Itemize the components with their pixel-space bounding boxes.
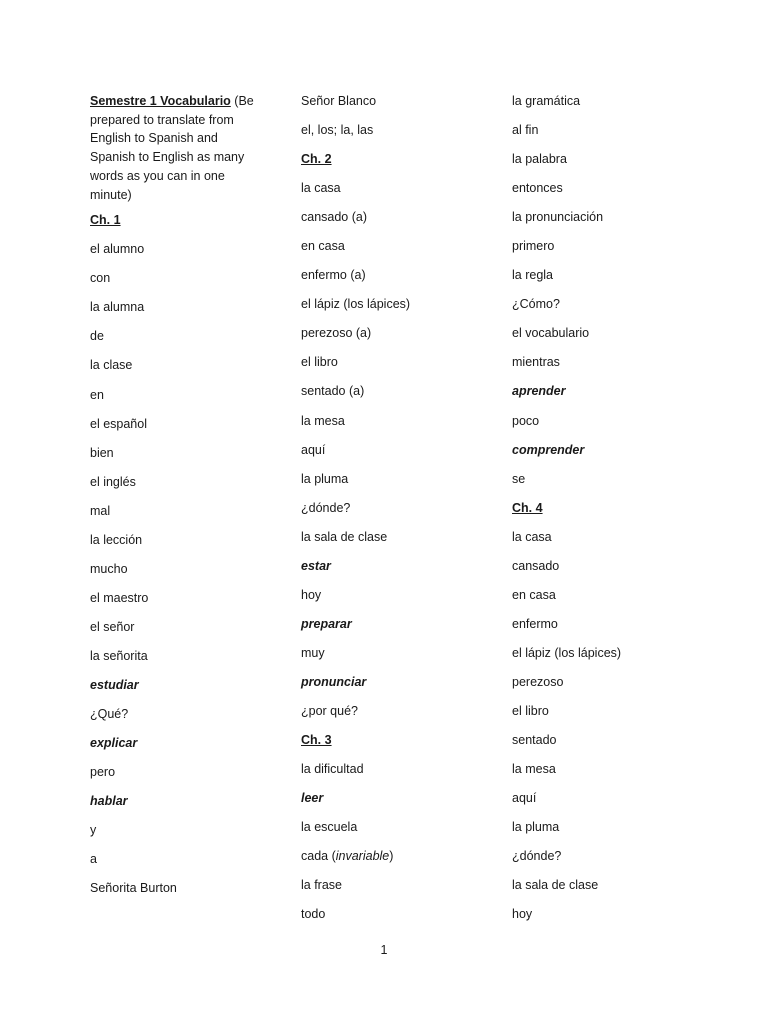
entry-text: Ch. 1 <box>90 213 121 228</box>
vocab-entry <box>90 705 260 734</box>
entry-text: pronunciar <box>301 674 367 689</box>
vocab-entry <box>301 586 491 615</box>
entry-text: cansado (a) <box>301 210 368 225</box>
intro-paragraph <box>90 92 260 204</box>
entry-text: estar <box>301 558 331 573</box>
entry-text: explicar <box>90 736 138 751</box>
entry-text: la pluma <box>512 820 560 835</box>
entry-text: y <box>90 823 97 838</box>
vocab-entry <box>512 324 702 353</box>
entry-text: la frase <box>301 878 342 893</box>
entry-text: hoy <box>512 907 533 922</box>
entry-text: hoy <box>301 587 322 602</box>
vocab-entry <box>301 237 491 266</box>
vocab-entry <box>90 763 260 792</box>
entry-text: la lección <box>90 532 143 547</box>
entry-text: el libro <box>301 355 338 370</box>
entry-text: mientras <box>512 355 560 370</box>
entry-text: la mesa <box>512 762 556 777</box>
column-2-entries <box>301 92 491 934</box>
entry-text: ¿Qué? <box>90 707 129 722</box>
vocab-entry <box>90 298 260 327</box>
entry-text: la pluma <box>301 471 349 486</box>
vocab-entry <box>301 441 491 470</box>
vocab-entry <box>512 905 702 934</box>
entry-text: la casa <box>301 181 341 196</box>
vocab-entry <box>90 240 260 269</box>
vocab-entry <box>90 502 260 531</box>
entry-text: a <box>90 852 97 867</box>
vocab-entry <box>512 353 702 382</box>
vocab-entry <box>512 760 702 789</box>
vocab-entry <box>512 731 702 760</box>
vocab-entry <box>90 269 260 298</box>
entry-text: la regla <box>512 268 553 283</box>
vocab-entry <box>90 589 260 618</box>
entry-text: la señorita <box>90 648 148 663</box>
entry-text: cada ( <box>301 849 336 864</box>
entry-text: la escuela <box>301 820 358 835</box>
entry-text: la sala de clase <box>512 878 599 893</box>
entry-text: Ch. 4 <box>512 500 543 515</box>
entry-text: con <box>90 271 111 286</box>
chapter-heading <box>90 211 260 240</box>
entry-text: sentado <box>512 733 557 748</box>
page-number: 1 <box>380 943 388 957</box>
entry-text: la palabra <box>512 152 567 167</box>
vocab-entry <box>512 876 702 905</box>
vocab-entry <box>301 92 491 121</box>
entry-text: comprender <box>512 442 585 457</box>
entry-text: el alumno <box>90 242 145 257</box>
vocab-entry <box>301 266 491 295</box>
chapter-heading <box>512 499 702 528</box>
column-3-entries <box>512 92 702 934</box>
vocab-entry <box>301 208 491 237</box>
entry-text: la pronunciación <box>512 210 604 225</box>
vocab-entry <box>301 702 491 731</box>
vocab-entry <box>512 673 702 702</box>
vocab-entry <box>512 557 702 586</box>
vocab-entry <box>301 470 491 499</box>
vocab-column-3 <box>512 92 702 934</box>
entry-suffix: ) <box>389 849 394 864</box>
entry-text: leer <box>301 791 324 806</box>
entry-text: el maestro <box>90 590 149 605</box>
vocab-entry <box>301 847 491 876</box>
vocab-entry <box>512 179 702 208</box>
chapter-heading <box>301 150 491 179</box>
entry-text: Señorita Burton <box>90 881 177 896</box>
entry-text: ¿dónde? <box>301 500 351 515</box>
vocab-entry <box>301 121 491 150</box>
vocab-entry <box>512 208 702 237</box>
entry-text: el vocabulario <box>512 326 590 341</box>
entry-text: mal <box>90 503 111 518</box>
vocab-entry <box>90 356 260 385</box>
entry-text: primero <box>512 239 555 254</box>
chapter-heading <box>301 731 491 760</box>
entry-text: Ch. 2 <box>301 152 332 167</box>
entry-text: cansado <box>512 558 560 573</box>
entry-text: el lápiz (los lápices) <box>512 645 622 660</box>
entry-text: el señor <box>90 619 135 634</box>
entry-text: todo <box>301 907 326 922</box>
vocab-entry <box>512 92 702 121</box>
vocab-entry <box>301 905 491 934</box>
vocab-entry <box>512 266 702 295</box>
vocab-entry <box>512 470 702 499</box>
entry-text: muy <box>301 645 325 660</box>
entry-text: el, los; la, las <box>301 123 374 138</box>
intro-instructions: (Be prepared to translate from English to Spanish and Spanish to English as many words as you can in one minute) <box>90 94 254 202</box>
entry-text: estudiar <box>90 677 139 692</box>
entry-text: enfermo <box>512 616 558 631</box>
document-title: Semestre 1 Vocabulario <box>90 94 231 108</box>
entry-text: de <box>90 329 104 344</box>
entry-text: aquí <box>512 791 537 806</box>
vocab-entry <box>301 324 491 353</box>
vocab-entry <box>512 121 702 150</box>
vocab-entry <box>512 528 702 557</box>
vocab-verb <box>90 792 260 821</box>
entry-text: la dificultad <box>301 762 364 777</box>
entry-text: enfermo (a) <box>301 268 366 283</box>
vocab-entry <box>301 179 491 208</box>
vocab-entry <box>512 789 702 818</box>
entry-text: el inglés <box>90 474 136 489</box>
entry-text: poco <box>512 413 540 428</box>
entry-text: preparar <box>301 616 352 631</box>
vocab-entry <box>301 353 491 382</box>
vocab-entry <box>301 876 491 905</box>
vocab-entry <box>301 412 491 441</box>
vocab-verb <box>512 382 702 411</box>
entry-text: el libro <box>512 703 549 718</box>
entry-text: la mesa <box>301 413 345 428</box>
entry-text: ¿dónde? <box>512 849 562 864</box>
vocab-entry <box>301 528 491 557</box>
vocab-entry <box>90 531 260 560</box>
entry-text: la alumna <box>90 300 145 315</box>
vocab-entry <box>301 499 491 528</box>
entry-text: sentado (a) <box>301 384 365 399</box>
entry-text: la gramática <box>512 94 581 108</box>
vocab-column-2 <box>301 92 491 934</box>
vocab-entry <box>512 818 702 847</box>
vocab-entry <box>301 295 491 324</box>
vocab-verb <box>90 676 260 705</box>
vocab-entry <box>301 818 491 847</box>
vocab-verb <box>512 441 702 470</box>
vocab-column-1 <box>90 92 260 908</box>
vocab-entry <box>90 473 260 502</box>
entry-italic-note: invariable <box>335 849 390 864</box>
vocab-verb <box>301 615 491 644</box>
entry-text: perezoso (a) <box>301 326 372 341</box>
vocab-entry <box>90 879 260 908</box>
vocab-verb <box>90 734 260 763</box>
vocab-entry <box>512 150 702 179</box>
vocab-entry <box>90 618 260 647</box>
entry-text: el lápiz (los lápices) <box>301 297 411 312</box>
vocab-verb <box>301 673 491 702</box>
entry-text: en casa <box>301 239 345 254</box>
vocab-entry <box>301 382 491 411</box>
vocab-entry <box>90 821 260 850</box>
entry-text: aquí <box>301 442 326 457</box>
entry-text: Ch. 3 <box>301 733 332 748</box>
entry-text: la clase <box>90 358 133 373</box>
column-1-entries <box>90 211 260 908</box>
vocab-entry <box>90 444 260 473</box>
vocab-entry <box>512 702 702 731</box>
vocab-entry <box>512 847 702 876</box>
vocab-entry <box>90 386 260 415</box>
vocab-entry <box>512 615 702 644</box>
entry-text: ¿Cómo? <box>512 297 560 312</box>
entry-text: entonces <box>512 181 563 196</box>
vocab-entry <box>301 760 491 789</box>
entry-text: ¿por qué? <box>301 703 358 718</box>
entry-text: pero <box>90 765 116 780</box>
vocab-verb <box>301 789 491 818</box>
vocab-entry <box>512 586 702 615</box>
vocab-entry <box>90 850 260 879</box>
vocab-entry <box>90 647 260 676</box>
entry-text: se <box>512 471 526 486</box>
entry-text: la casa <box>512 529 552 544</box>
vocab-entry <box>512 412 702 441</box>
entry-text: en casa <box>512 587 556 602</box>
entry-text: perezoso <box>512 674 564 689</box>
vocab-entry <box>512 237 702 266</box>
vocab-entry <box>90 327 260 356</box>
vocab-entry <box>90 560 260 589</box>
entry-text: hablar <box>90 794 128 809</box>
entry-text: el español <box>90 416 147 431</box>
entry-text: aprender <box>512 384 566 399</box>
entry-text: bien <box>90 445 114 460</box>
vocab-entry <box>90 415 260 444</box>
vocab-entry <box>512 295 702 324</box>
vocab-verb <box>301 557 491 586</box>
entry-text: en <box>90 387 104 402</box>
vocab-entry <box>512 644 702 673</box>
entry-text: la sala de clase <box>301 529 388 544</box>
vocab-entry <box>301 644 491 673</box>
entry-text: al fin <box>512 123 539 138</box>
entry-text: Señor Blanco <box>301 94 377 108</box>
entry-text: mucho <box>90 561 128 576</box>
